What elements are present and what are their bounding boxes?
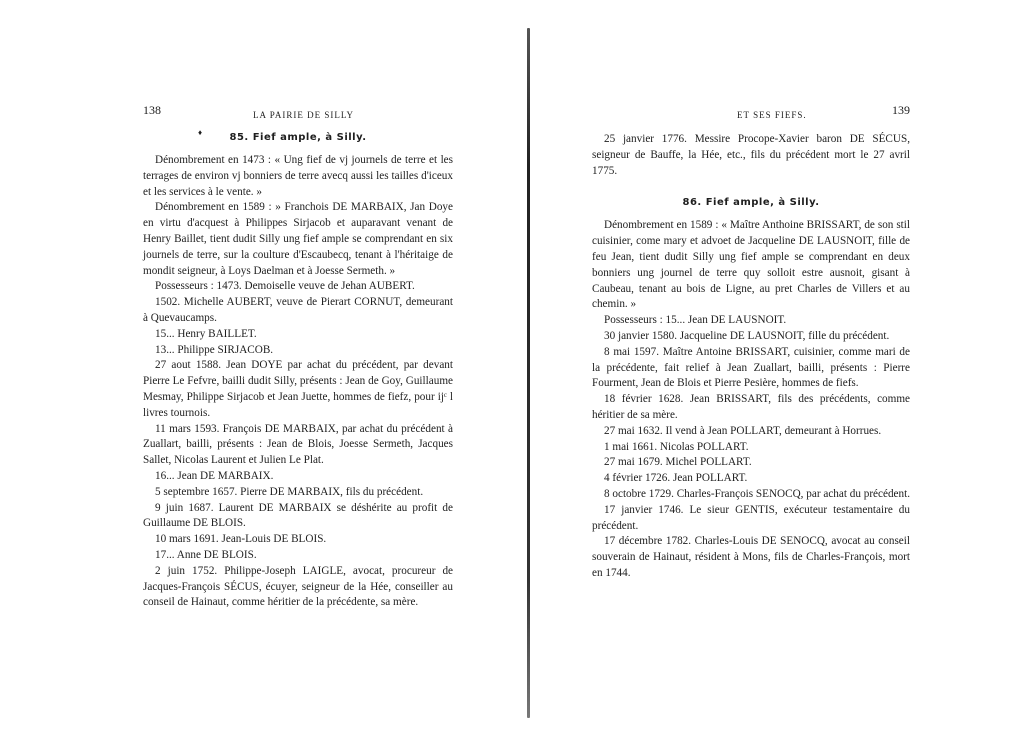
paragraph: 11 mars 1593. François DE MARBAIX, par achat du précédent à Zuallart, bailli, présents : Jean de Blois, Joesse Sermeth, Jacques Sallet, Nicolas Laurent et Julien Le Plat. — [143, 422, 453, 467]
left-page-number: 138 — [143, 103, 161, 117]
section-heading-85: 85. Fief ample, à Silly. — [229, 132, 367, 143]
left-page-body — [143, 153, 453, 611]
paragraph: 17 décembre 1782. Charles-Louis DE SENOCQ, avocat au conseil souverain de Hainaut, résident à Mons, fils de Charles-François, mort en 1744. — [592, 535, 910, 579]
paragraph: 30 janvier 1580. Jacqueline DE LAUSNOIT, fille du précédent. — [604, 329, 890, 342]
paragraph: 15... Henry BAILLET. — [155, 327, 257, 340]
right-page-body — [592, 218, 910, 581]
paragraph: 18 février 1628. Jean BRISSART, fils des précédents, comme héritier de sa mère. — [592, 393, 910, 421]
left-page — [143, 100, 453, 611]
right-running-head — [592, 100, 910, 120]
paragraph: 1 mai 1661. Nicolas POLLART. — [604, 440, 749, 453]
paragraph: 17... Anne DE BLOIS. — [155, 548, 257, 561]
left-running-title: LA PAIRIE DE SILLY — [253, 110, 355, 120]
paragraph: 27 mai 1632. Il vend à Jean POLLART, demeurant à Horrues. — [604, 424, 882, 437]
paragraph: Possesseurs : 1473. Demoiselle veuve de Jehan AUBERT. — [155, 280, 415, 293]
paragraph: 8 mai 1597. Maître Antoine BRISSART, cuisinier, comme mari de la précédente, fait relief à Jean Zuallart, bailli, présents : Pierre Fourment, Jean de Blois et Pierre Pesière, hommes de fiefs. — [592, 345, 910, 390]
section-heading-86: 86. Fief ample, à Silly. — [682, 197, 820, 209]
paragraph: 27 aout 1588. Jean DOYE par achat du précédent, par devant Pierre Le Fefvre, bailli dudit Silly, présents : Jean de Goy, Guillaume Mesmay, Philippe Sirjacob et Jean Juette, hommes de fiefz, pour ijᶜ l livres tournois. — [143, 359, 453, 419]
right-running-title: ET SES FIEFS. — [737, 110, 807, 120]
right-page-number: 139 — [892, 103, 910, 117]
ink-mark: ♦ — [198, 128, 203, 137]
paragraph: 4 février 1726. Jean POLLART. — [604, 472, 748, 485]
right-page — [592, 100, 910, 582]
paragraph: 13... Philippe SIRJACOB. — [155, 343, 274, 356]
paragraph: Dénombrement en 1473 : « Ung fief de vj journels de terre et les terrages de environ vj bonniers de terre avecq aussi les tailles d'iceux et les services à le vente. » — [143, 154, 453, 198]
paragraph: 8 octobre 1729. Charles-François SENOCQ, par achat du précédent. — [604, 487, 911, 500]
book-gutter — [527, 28, 530, 718]
paragraph: 27 mai 1679. Michel POLLART. — [604, 456, 752, 469]
right-page-top-body — [592, 132, 910, 179]
paragraph: 9 juin 1687. Laurent DE MARBAIX se déshérite au profit de Guillaume DE BLOIS. — [143, 501, 453, 530]
paragraph: 25 janvier 1776. Messire Procope-Xavier baron DE SÉCUS, seigneur de Bauffe, la Hée, etc., fils du précédent mort le 27 avril 1775. — [592, 133, 910, 177]
paragraph: Dénombrement en 1589 : « Maître Anthoine BRISSART, de son stil cuisinier, come mary et advoet de Jacqueline DE LAUSNOIT, fille de feu Jean, tient dudit Silly ung fief ample se comprendant en deux bonniers ung journel de terre quy solloit estre ausnoit, gisant à Caubeau, tenant au bois de Ligne, au pret Charles de Villers et au chemin. » — [592, 219, 910, 311]
paragraph: Dénombrement en 1589 : » Franchois DE MARBAIX, Jan Doye en virtu d'acquest à Philippes Sirjacob et auparavant venant de Henry Baillet, tient dudit Silly ung fief ample se comprendant en six journels de terre, sur la coulture d'Escaubecq, tenant à l'héritaige de mondit seigneur, à Loys Daelman et à Joesse Sermeth. » — [143, 201, 453, 277]
paragraph: 16... Jean DE MARBAIX. — [155, 469, 274, 482]
paragraph: 1502. Michelle AUBERT, veuve de Pierart CORNUT, demeurant à Quevaucamps. — [143, 296, 453, 324]
paragraph: 10 mars 1691. Jean-Louis DE BLOIS. — [155, 533, 327, 546]
paragraph: 17 janvier 1746. Le sieur GENTIS, exécuteur testamentaire du précédent. — [592, 503, 910, 532]
left-running-head — [143, 100, 453, 120]
paragraph: 2 juin 1752. Philippe-Joseph LAIGLE, avocat, procureur de Jacques-François SÉCUS, écuyer, seigneur de la Hée, conseiller au conseil de Hainaut, comme héritier de la précédente, sa mère. — [143, 564, 453, 609]
paragraph: Possesseurs : 15... Jean DE LAUSNOIT. — [604, 314, 787, 327]
paragraph: 5 septembre 1657. Pierre DE MARBAIX, fils du précédent. — [155, 485, 424, 498]
